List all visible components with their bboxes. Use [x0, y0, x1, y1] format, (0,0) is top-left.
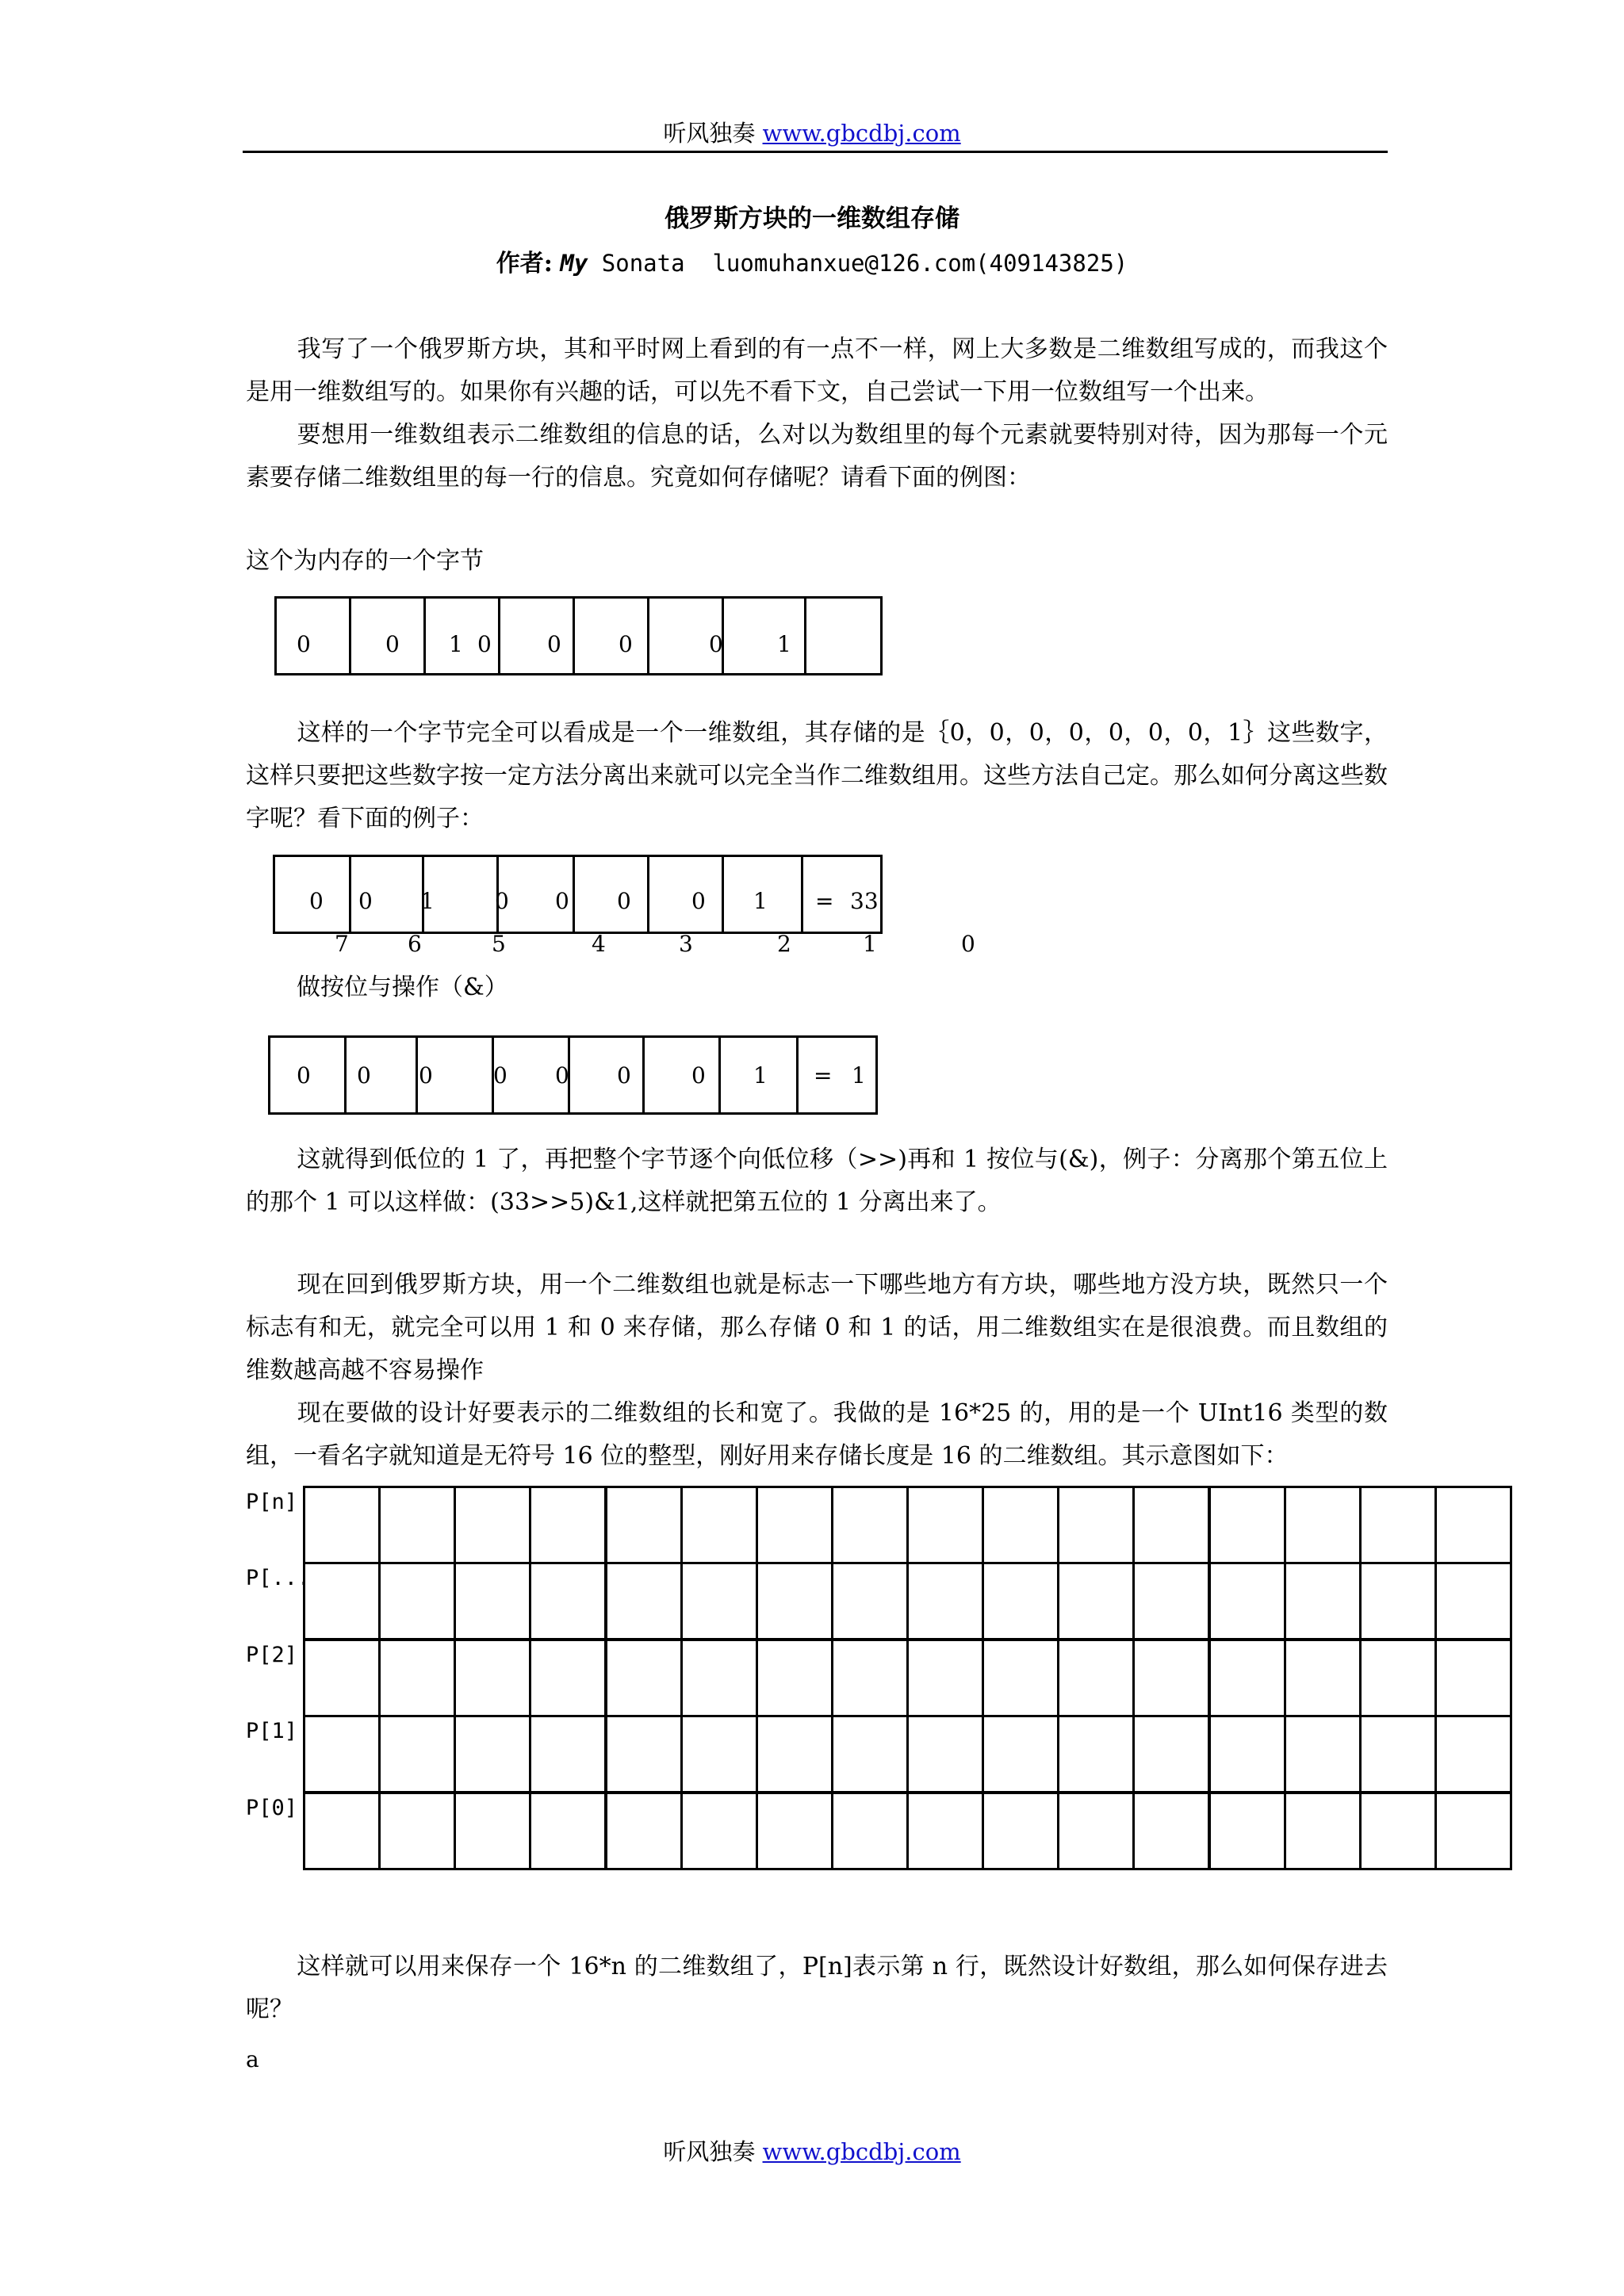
grid-cell	[1359, 1562, 1437, 1640]
grid-cell	[906, 1562, 984, 1640]
bit-value: 0	[617, 1062, 631, 1089]
author-name-script: My	[560, 250, 588, 277]
grid-cell	[605, 1639, 683, 1717]
grid-cell	[605, 1792, 683, 1870]
bit-value: 0	[385, 631, 400, 657]
byte-cell	[573, 855, 649, 934]
grid-cell	[1132, 1639, 1210, 1717]
paragraph-7	[246, 1946, 1388, 2031]
header-link[interactable]: www.gbcdbj.com	[762, 120, 961, 147]
paragraph-1-text: 我写了一个俄罗斯方块，其和平时网上看到的有一点不一样，网上大多数是二维数组写成的，而我这个是用一维数组写的。如果你有兴趣的话，可以先不看下文，自己尝试一下用一位数组写一个出来。	[246, 335, 1388, 406]
grid-cell	[982, 1639, 1059, 1717]
grid-cell	[831, 1792, 909, 1870]
grid-cell	[454, 1792, 531, 1870]
grid-cell	[831, 1486, 909, 1564]
grid-cell	[454, 1639, 531, 1717]
paragraph-6-text: 现在要做的设计好要表示的二维数组的长和宽了。我做的是 16*25 的，用的是一个 UInt16 类型的数组，一看名字就知道是无符号 16 位的整型，刚好用来存储长度是 16 的二维数组。其示意图如下：	[246, 1399, 1388, 1470]
grid-cell	[831, 1639, 909, 1717]
paragraph-3	[246, 712, 1388, 840]
bit-index: 4	[592, 931, 606, 957]
bit-value: 0	[297, 631, 311, 657]
bit-index: 7	[335, 931, 349, 957]
bit-value: 0	[309, 888, 324, 914]
grid-cell	[605, 1715, 683, 1793]
label-byte: 这个为内存的一个字节	[246, 547, 484, 575]
page-footer	[0, 2137, 1624, 2166]
grid-cell	[1359, 1792, 1437, 1870]
byte-cell	[647, 855, 724, 934]
bit-value: 0	[495, 888, 509, 914]
grid-cell	[1132, 1792, 1210, 1870]
grid-cell	[756, 1486, 833, 1564]
grid-cell	[529, 1486, 607, 1564]
bit-value: 0	[358, 888, 373, 914]
bit-index: 5	[492, 931, 506, 957]
grid-cell	[756, 1792, 833, 1870]
grid-row-label: P[n]	[246, 1490, 298, 1514]
bit-value: 0	[477, 631, 492, 657]
trailing-text: a	[246, 2046, 259, 2072]
grid-cell	[1434, 1486, 1512, 1564]
grid-cell	[1208, 1715, 1286, 1793]
bit-value: 0	[357, 1062, 371, 1089]
bit-index: 6	[408, 931, 422, 957]
bit-index: 1	[863, 931, 877, 957]
bit-value: 0	[419, 1062, 433, 1089]
grid-cell	[680, 1715, 758, 1793]
paragraph-5-text: 现在回到俄罗斯方块，用一个二维数组也就是标志一下哪些地方有方块，哪些地方没方块，既然只一个标志有和无，就完全可以用 1 和 0 来存储，那么存储 0 和 1 的话，用二维数组实在是很浪费。而且数组的维数越高越不容易操作	[246, 1271, 1388, 1384]
paragraph-2-text: 要想用一维数组表示二维数组的信息的话，么对以为数组里的每个元素就要特别对待，因为那每一个元素要存储二维数组里的每一行的信息。究竟如何存储呢？请看下面的例图：	[246, 421, 1388, 492]
grid-cell	[680, 1562, 758, 1640]
grid-cell	[303, 1715, 381, 1793]
grid-row-label: P[...	[246, 1566, 311, 1590]
bit-value: =	[815, 888, 834, 914]
grid-cell	[1208, 1486, 1286, 1564]
grid-cell	[1434, 1562, 1512, 1640]
grid-cell	[303, 1639, 381, 1717]
byte-cell	[573, 596, 649, 675]
grid-cell	[831, 1562, 909, 1640]
bit-value: 0	[297, 1062, 311, 1089]
grid-cell	[303, 1486, 381, 1564]
bit-value: 0	[617, 888, 631, 914]
label-bitwise-and: 做按位与操作（&）	[297, 974, 508, 1001]
paragraph-5	[246, 1264, 1388, 1392]
grid-cell	[378, 1486, 456, 1564]
grid-cell	[1284, 1486, 1362, 1564]
grid-cell	[906, 1639, 984, 1717]
paragraph-4	[246, 1138, 1388, 1224]
grid-cell	[680, 1639, 758, 1717]
bit-value: 33	[850, 888, 879, 914]
grid-cell	[1057, 1792, 1135, 1870]
grid-cell	[1284, 1792, 1362, 1870]
grid-cell	[1359, 1715, 1437, 1793]
bit-index: 0	[961, 931, 975, 957]
grid-cell	[1359, 1639, 1437, 1717]
grid-row-label: P[1]	[246, 1719, 298, 1743]
bit-value: 1	[449, 631, 463, 657]
grid-cell	[605, 1486, 683, 1564]
grid-cell	[982, 1486, 1059, 1564]
grid-cell	[1208, 1639, 1286, 1717]
author-name: Sonata luomuhanxue@126.com(409143825)	[588, 250, 1128, 277]
bit-index: 3	[679, 931, 693, 957]
grid-cell	[1057, 1639, 1135, 1717]
grid-cell	[378, 1792, 456, 1870]
grid-cell	[1208, 1562, 1286, 1640]
grid-cell	[303, 1562, 381, 1640]
byte-cell	[722, 596, 806, 675]
header-site-name: 听风独奏	[663, 120, 763, 147]
paragraph-4-text: 这就得到低位的 1 了，再把整个字节逐个向低位移（>>)再和 1 按位与(&)，例子：分离那个第五位上的那个 1 可以这样做：(33>>5)&1,这样就把第五位的 1 分离出来了。	[246, 1146, 1388, 1216]
paragraph-7-text: 这样就可以用来保存一个 16*n 的二维数组了，P[n]表示第 n 行，既然设计好数组，那么如何保存进去呢？	[246, 1953, 1388, 2023]
grid-cell	[605, 1562, 683, 1640]
grid-cell	[680, 1486, 758, 1564]
bit-value: 0	[691, 1062, 706, 1089]
byte-cell	[344, 1035, 418, 1115]
page-header	[0, 119, 1624, 147]
grid-cell	[756, 1639, 833, 1717]
doc-author	[0, 247, 1624, 280]
bit-value: 0	[555, 888, 569, 914]
grid-cell	[1057, 1715, 1135, 1793]
grid-cell	[1057, 1486, 1135, 1564]
bit-value: =	[814, 1062, 833, 1089]
grid-row-label: P[2]	[246, 1643, 298, 1667]
grid-cell	[906, 1792, 984, 1870]
grid-cell	[529, 1639, 607, 1717]
grid-cell	[1132, 1486, 1210, 1564]
grid-cell	[1284, 1639, 1362, 1717]
bit-value: 0	[709, 631, 723, 657]
doc-title: 俄罗斯方块的一维数组存储	[665, 205, 959, 233]
grid-cell	[1208, 1792, 1286, 1870]
bit-value: 1	[852, 1062, 866, 1089]
grid-cell	[454, 1486, 531, 1564]
byte-cell	[642, 1035, 721, 1115]
bit-value: 0	[691, 888, 706, 914]
grid-cell	[1284, 1562, 1362, 1640]
footer-link[interactable]: www.gbcdbj.com	[762, 2138, 961, 2165]
grid-cell	[906, 1486, 984, 1564]
bit-value: 0	[555, 1062, 569, 1089]
grid-cell	[378, 1715, 456, 1793]
grid-cell	[1434, 1639, 1512, 1717]
byte-cell	[498, 596, 575, 675]
paragraph-3-text: 这样的一个字节完全可以看成是一个一维数组，其存储的是｛0，0，0，0，0，0，0，1｝这些数字，这样只要把这些数字按一定方法分离出来就可以完全当作二维数组用。这些方法自己定。那么如何分离这些数字呢？看下面的例子：	[246, 719, 1388, 832]
grid-cell	[756, 1715, 833, 1793]
grid-cell	[454, 1715, 531, 1793]
grid-cell	[680, 1792, 758, 1870]
grid-cell	[1434, 1715, 1512, 1793]
grid-cell	[1359, 1486, 1437, 1564]
grid-cell	[454, 1562, 531, 1640]
grid-cell	[831, 1715, 909, 1793]
bit-value: 1	[777, 631, 791, 657]
paragraph-1	[246, 328, 1388, 414]
bit-value: 1	[420, 888, 435, 914]
paragraph-2	[246, 414, 1388, 499]
bit-index: 2	[777, 931, 791, 957]
grid-cell	[378, 1562, 456, 1640]
grid-cell	[1057, 1562, 1135, 1640]
bit-value: 0	[547, 631, 561, 657]
grid-cell	[756, 1562, 833, 1640]
grid-cell	[982, 1562, 1059, 1640]
grid-cell	[1132, 1715, 1210, 1793]
grid-cell	[378, 1639, 456, 1717]
byte-cell	[568, 1035, 645, 1115]
bit-value: 1	[753, 888, 768, 914]
bit-value: 0	[493, 1062, 508, 1089]
byte-cell	[804, 596, 883, 675]
bit-value: 1	[753, 1062, 768, 1089]
grid-cell	[529, 1792, 607, 1870]
byte-cell	[274, 596, 351, 675]
grid-cell	[982, 1715, 1059, 1793]
grid-cell	[303, 1792, 381, 1870]
grid-cell	[529, 1562, 607, 1640]
grid-cell	[982, 1792, 1059, 1870]
grid-cell	[1132, 1562, 1210, 1640]
author-label: 作者:	[496, 250, 553, 277]
grid-cell	[1284, 1715, 1362, 1793]
grid-cell	[529, 1715, 607, 1793]
bit-value: 0	[619, 631, 633, 657]
paragraph-6	[246, 1392, 1388, 1478]
grid-cell	[906, 1715, 984, 1793]
footer-site-name: 听风独奏	[663, 2138, 763, 2165]
grid-row-label: P[0]	[246, 1796, 298, 1820]
grid-cell	[1434, 1792, 1512, 1870]
header-rule	[243, 151, 1388, 153]
